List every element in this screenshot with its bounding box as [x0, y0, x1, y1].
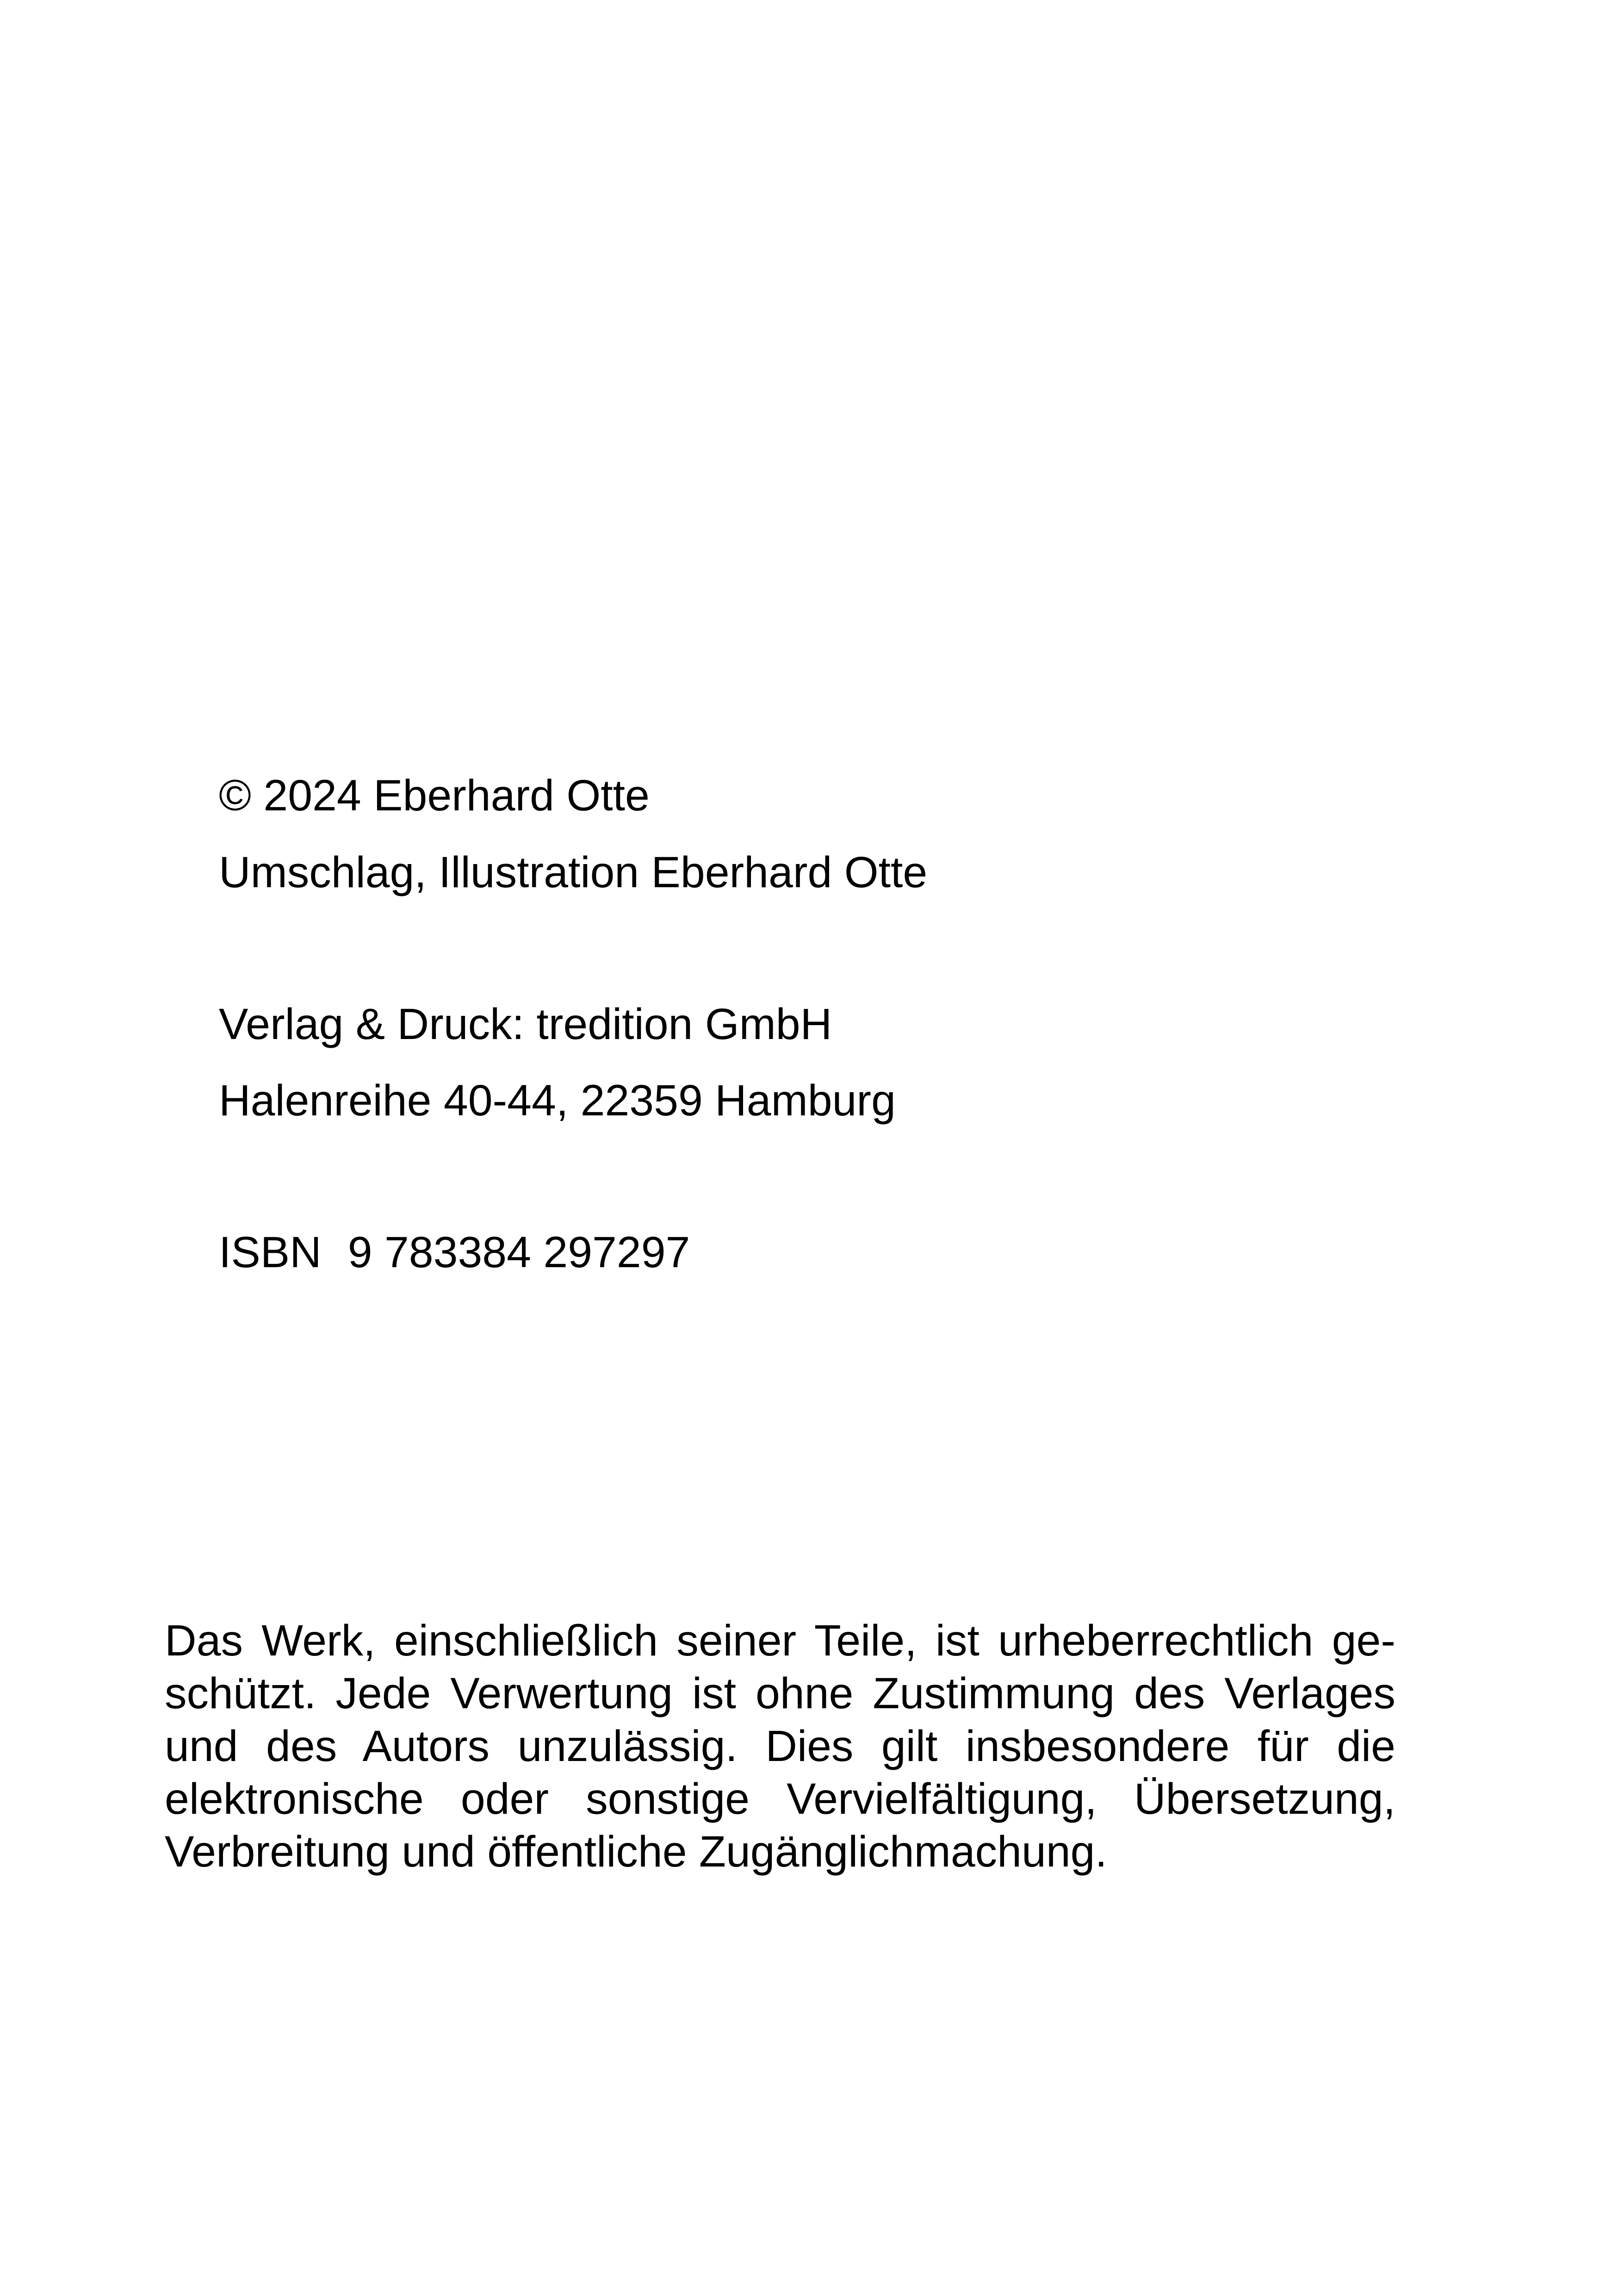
imprint-cover-credit: Umschlag, Illustration Eberhard Otte: [219, 848, 928, 897]
imprint-publisher: Verlag & Druck: tredition GmbH: [219, 1000, 832, 1049]
legal-notice: [165, 1614, 1395, 1878]
legal-notice-line: Das Werk, einschließlich seiner Teile, ist urheberrechtlich ge-: [165, 1616, 1395, 1665]
imprint-isbn: [219, 1228, 690, 1277]
legal-notice-line: Verbreitung und öffentliche Zugänglichmachung.: [165, 1827, 1107, 1876]
legal-notice-line: elektronische oder sonstige Vervielfältigung, Übersetzung,: [165, 1774, 1395, 1823]
isbn-label: ISBN: [219, 1228, 322, 1277]
imprint-copyright: © 2024 Eberhard Otte: [219, 771, 650, 820]
legal-notice-line: und des Autors unzulässig. Dies gilt insbesondere für die: [165, 1722, 1395, 1771]
legal-notice-line: schützt. Jede Verwertung ist ohne Zustimmung des Verlages: [165, 1669, 1395, 1718]
isbn-number: 9 783384 297297: [347, 1228, 690, 1277]
imprint-address: Halenreihe 40-44, 22359 Hamburg: [219, 1076, 896, 1125]
